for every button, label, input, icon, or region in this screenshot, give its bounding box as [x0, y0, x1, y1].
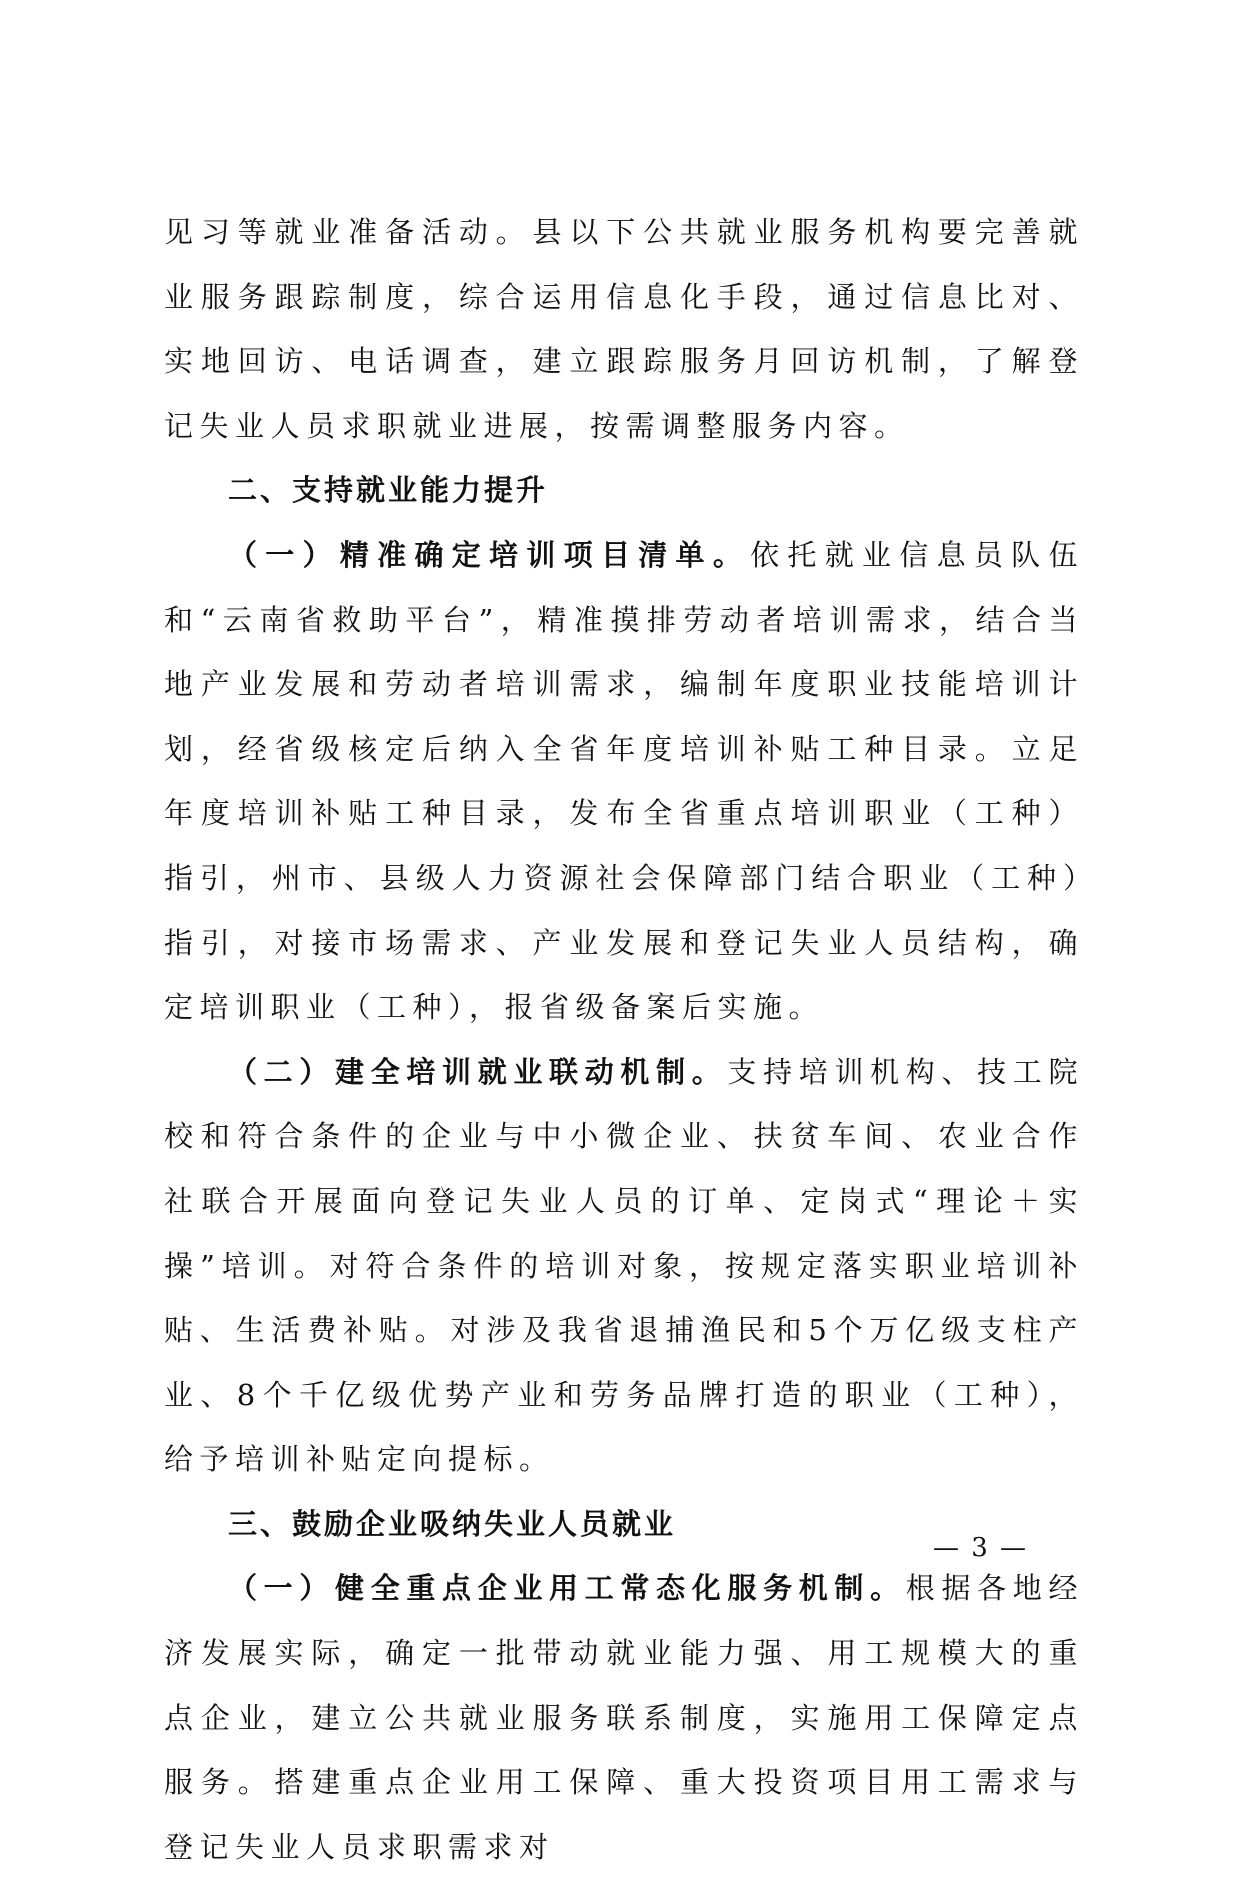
heading-text: 三、鼓励企业吸纳失业人员就业 [228, 1506, 677, 1541]
page-number-text: — 3 — [932, 1533, 1029, 1563]
paragraph-subtitle: （二）建全培训就业联动机制。 [228, 1054, 728, 1089]
paragraph-continuation [164, 200, 1084, 458]
paragraph-3-1 [164, 1556, 1084, 1879]
paragraph-subtitle: （一）健全重点企业用工常态化服务机制。 [228, 1571, 906, 1606]
heading-text: 二、支持就业能力提升 [228, 473, 549, 508]
paragraph-text: 支持培训机构、技工院校和符合条件的企业与中小微企业、扶贫车间、农业合作社联合开展面向登记失业人员的订单、定岗式“理论＋实操”培训。对符合条件的培训对象，按规定落实职业培训补贴、生活费补贴。对涉及我省退捕渔民和5个万亿级支柱产业、8个千亿级优势产业和劳务品牌打造的职业（工种），给予培训补贴定向提标。 [164, 1054, 1084, 1477]
paragraph-2-2 [164, 1040, 1084, 1492]
document-body [164, 200, 1084, 1879]
paragraph-subtitle: （一）精准确定培训项目清单。 [228, 537, 751, 572]
paragraph-text: 见习等就业准备活动。县以下公共就业服务机构要完善就业服务跟踪制度，综合运用信息化手段，通过信息比对、实地回访、电话调查，建立跟踪服务月回访机制，了解登记失业人员求职就业进展，按需调整服务内容。 [164, 215, 1084, 443]
paragraph-text: 根据各地经济发展实际，确定一批带动就业能力强、用工规模大的重点企业，建立公共就业服务联系制度，实施用工保障定点服务。搭建重点企业用工保障、重大投资项目用工需求与登记失业人员求职需求对 [164, 1571, 1084, 1864]
paragraph-text: 依托就业信息员队伍和“云南省救助平台”，精准摸排劳动者培训需求，结合当地产业发展和劳动者培训需求，编制年度职业技能培训计划，经省级核定后纳入全省年度培训补贴工种目录。立足年度培训补贴工种目录，发布全省重点培训职业（工种）指引，州市、县级人力资源社会保障部门结合职业（工种）指引，对接市场需求、产业发展和登记失业人员结构，确定培训职业（工种），报省级备案后实施。 [164, 537, 1084, 1025]
page-number [0, 1533, 1241, 1563]
section-heading-2 [164, 458, 1084, 523]
paragraph-2-1 [164, 523, 1084, 1040]
